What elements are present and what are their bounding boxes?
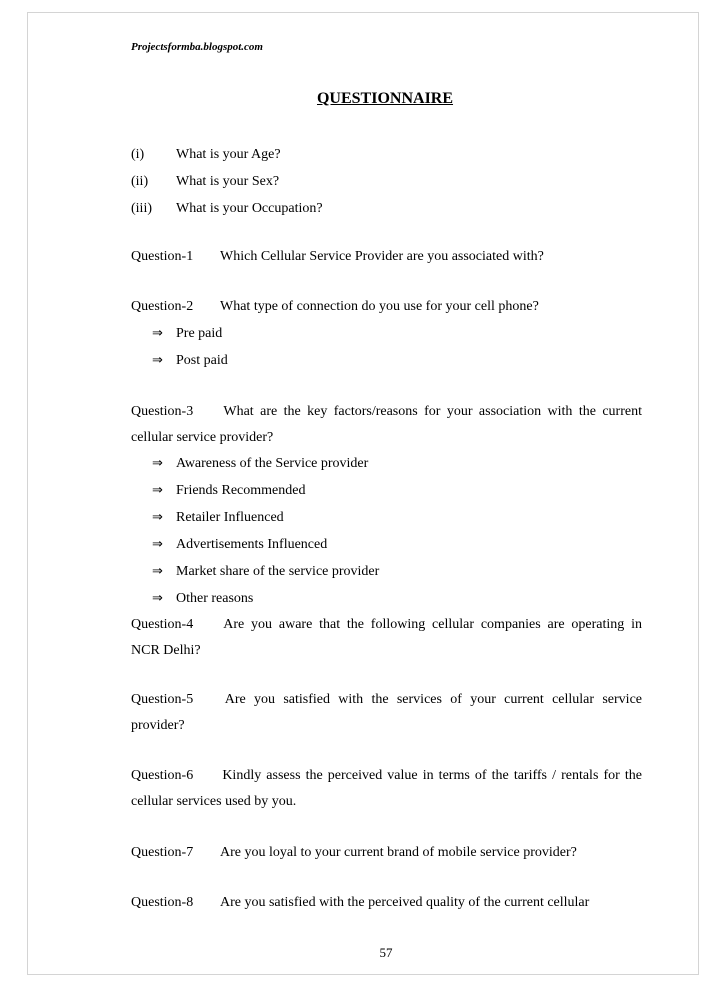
page-number bbox=[0, 945, 728, 961]
option-item bbox=[152, 483, 305, 499]
option-item bbox=[152, 353, 228, 369]
question-label: Question-1 bbox=[131, 249, 194, 264]
option-item bbox=[152, 326, 222, 342]
item-number: (i) bbox=[131, 147, 145, 162]
title-text: QUESTIONNAIRE bbox=[316, 90, 454, 107]
option-item bbox=[152, 564, 379, 580]
question-label: Question-7 bbox=[131, 845, 194, 860]
question-3-line-2: cellular service provider? bbox=[131, 430, 274, 445]
option-item bbox=[152, 510, 284, 526]
option-text: Market share of the service provider bbox=[176, 564, 380, 579]
question-6-line-2: cellular services used by you. bbox=[131, 794, 297, 809]
question-text: Kindly assess the perceived value in terms of the tariffs / rentals for the bbox=[222, 768, 642, 783]
page-title bbox=[0, 90, 728, 108]
option-text: Advertisements Influenced bbox=[176, 537, 328, 552]
option-text: Pre paid bbox=[176, 326, 223, 341]
question-text: What type of connection do you use for your cell phone? bbox=[220, 299, 539, 314]
item-text: What is your Occupation? bbox=[176, 201, 323, 216]
question-label: Question-8 bbox=[131, 895, 194, 910]
arrow-icon: ⇒ bbox=[152, 456, 163, 471]
option-text: Retailer Influenced bbox=[176, 510, 284, 525]
site-header: Projectsformba.blogspot.com bbox=[131, 41, 263, 53]
option-item bbox=[152, 537, 327, 553]
item-number: (ii) bbox=[131, 174, 149, 189]
arrow-icon: ⇒ bbox=[152, 483, 163, 498]
question-text: Are you satisfied with the services of your current cellular service bbox=[224, 692, 642, 707]
question-label: Question-2 bbox=[131, 299, 194, 314]
page-number-text: 57 bbox=[379, 945, 393, 960]
question-label: Question-6 bbox=[131, 768, 194, 783]
question-6-line-1 bbox=[131, 768, 642, 784]
item-number: (iii) bbox=[131, 201, 152, 216]
question-label: Question-5 bbox=[131, 692, 194, 707]
question-4-line-1 bbox=[131, 617, 642, 633]
question-5-line-1 bbox=[131, 692, 642, 708]
item-text: What is your Age? bbox=[176, 147, 281, 162]
arrow-icon: ⇒ bbox=[152, 353, 163, 368]
question-text: Are you aware that the following cellular companies are operating in bbox=[223, 617, 642, 632]
arrow-icon: ⇒ bbox=[152, 591, 163, 606]
arrow-icon: ⇒ bbox=[152, 326, 163, 341]
item-text: What is your Sex? bbox=[176, 174, 280, 189]
option-item bbox=[152, 456, 368, 472]
question-3-line-1 bbox=[131, 404, 642, 420]
option-item bbox=[152, 591, 253, 607]
question-label: Question-3 bbox=[131, 404, 194, 419]
option-text: Post paid bbox=[176, 353, 228, 368]
question-text: What are the key factors/reasons for your association with the current bbox=[223, 404, 642, 419]
question-label: Question-4 bbox=[131, 617, 194, 632]
question-text: Are you satisfied with the perceived quality of the current cellular bbox=[220, 895, 590, 910]
arrow-icon: ⇒ bbox=[152, 537, 163, 552]
question-text: Are you loyal to your current brand of mobile service provider? bbox=[220, 845, 577, 860]
question-5-line-2: provider? bbox=[131, 718, 185, 733]
option-text: Friends Recommended bbox=[176, 483, 306, 498]
question-text: Which Cellular Service Provider are you associated with? bbox=[220, 249, 544, 264]
arrow-icon: ⇒ bbox=[152, 564, 163, 579]
question-4-line-2: NCR Delhi? bbox=[131, 643, 201, 658]
option-text: Awareness of the Service provider bbox=[176, 456, 369, 471]
arrow-icon: ⇒ bbox=[152, 510, 163, 525]
page-border bbox=[27, 12, 699, 975]
option-text: Other reasons bbox=[176, 591, 254, 606]
